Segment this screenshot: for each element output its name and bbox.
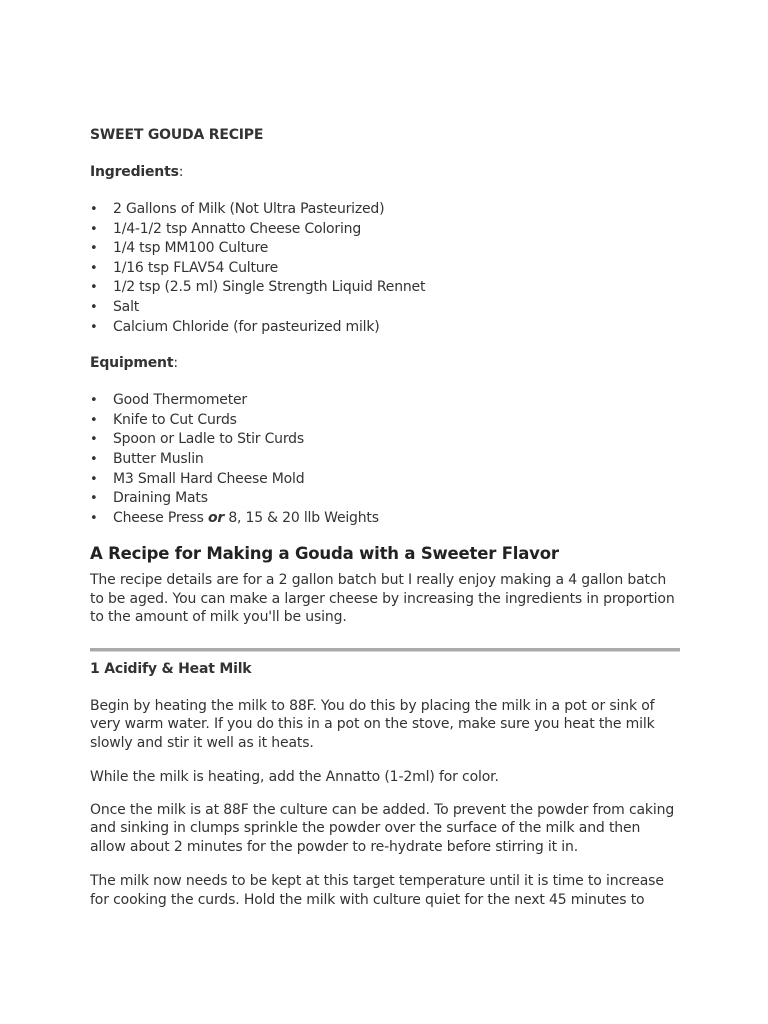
recipe-document — [90, 126, 680, 909]
list-item: • Draining Mats — [90, 489, 680, 509]
ingredients-list — [90, 200, 680, 337]
list-item: • Calcium Chloride (for pasteurized milk) — [90, 318, 680, 338]
list-item: • 1/16 tsp FLAV54 Culture — [90, 259, 680, 279]
list-item: • Spoon or Ladle to Stir Curds — [90, 430, 680, 450]
ingredients-label-row — [90, 163, 680, 181]
step-1-paragraph-2: While the milk is heating, add the Annatto (1-2ml) for color. — [90, 769, 499, 786]
list-item: • Butter Muslin — [90, 450, 680, 470]
list-item: • Good Thermometer — [90, 391, 680, 411]
step-1-heading: 1 Acidify & Heat Milk — [90, 660, 252, 677]
step-1-paragraph-3: Once the milk is at 88F the culture can be added. To prevent the powder from caking and sinking in clumps sprinkle the powder over the surface of the milk and then allow about 2 minutes for the powder to re-hydrate before stirring it in. — [90, 801, 675, 855]
or-emphasis: or — [207, 509, 225, 526]
step-1-paragraph-4: The milk now needs to be kept at this target temperature until it is time to increase for cooking the curds. Hold the milk with culture quiet for the next 45 minutes to — [90, 873, 664, 908]
recipe-heading: A Recipe for Making a Gouda with a Sweeter Flavor — [90, 544, 559, 564]
list-item-cheese-press — [90, 509, 680, 529]
equipment-colon: : — [173, 355, 178, 372]
list-item: • Salt — [90, 298, 680, 318]
equipment-list — [90, 391, 680, 528]
list-item: • Knife to Cut Curds — [90, 411, 680, 431]
ingredients-label: Ingredients — [90, 164, 179, 180]
recipe-title: SWEET GOUDA RECIPE — [90, 127, 264, 143]
list-item: • 1/4 tsp MM100 Culture — [90, 239, 680, 259]
intro-paragraph: The recipe details are for a 2 gallon batch but I really enjoy making a 4 gallon batch to be aged. You can make a larger cheese by increasing the ingredients in proportion to the amount of milk you'll be using. — [90, 572, 675, 626]
list-item: • M3 Small Hard Cheese Mold — [90, 470, 680, 490]
cheese-press-prefix: Cheese Press — [113, 509, 208, 526]
equipment-label-row — [90, 354, 680, 372]
ingredients-colon: : — [178, 164, 184, 180]
cheese-press-suffix: 8, 15 & 20 llb Weights — [224, 509, 379, 526]
step-1-paragraph-1: Begin by heating the milk to 88F. You do this by placing the milk in a pot or sink of very warm water. If you do this in a pot on the stove, make sure you heat the milk slowly and stir it well as it heats. — [90, 697, 655, 751]
list-item: • 2 Gallons of Milk (Not Ultra Pasteurized) — [90, 200, 680, 220]
list-item: • 1/4-1/2 tsp Annatto Cheese Coloring — [90, 220, 680, 240]
list-item: • 1/2 tsp (2.5 ml) Single Strength Liquid Rennet — [90, 278, 680, 298]
equipment-label: Equipment — [90, 355, 174, 372]
